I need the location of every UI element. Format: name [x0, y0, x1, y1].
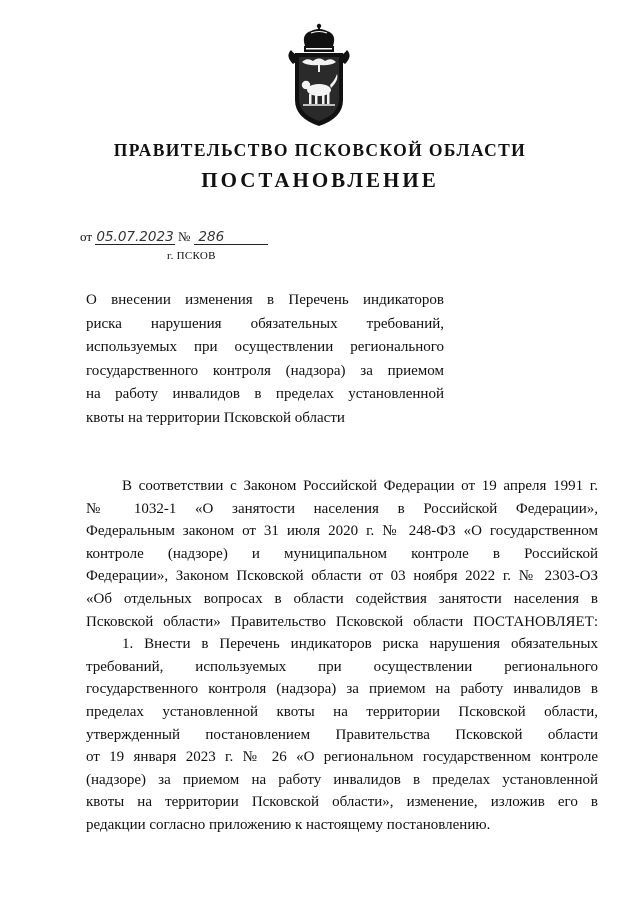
body-line: «Об отдельных вопросах в области содействия занятости населения в	[86, 590, 598, 607]
subject-line: государственного контроля (надзора) за приемом	[86, 362, 444, 379]
document-date: 05.07.2023	[96, 229, 174, 245]
number-label: №	[178, 229, 191, 244]
city-label: г. ПСКОВ	[167, 250, 216, 262]
crown-icon	[304, 24, 334, 52]
body-line: Федеральным законом от 31 июля 2020 г. № 248-ФЗ «О государственном	[86, 523, 598, 540]
document-body	[86, 475, 598, 837]
subject-line: риска нарушения обязательных требований,	[86, 315, 444, 332]
body-line: редакции согласно приложению к настоящему постановлению.	[86, 816, 491, 833]
body-line: (надзоре) за приемом на работу инвалидов в пределах установленной	[86, 771, 598, 788]
document-subject	[86, 289, 444, 430]
body-line: требований, используемых при осуществлении регионального	[86, 658, 598, 675]
body-line: контроле (надзоре) и муниципальном контроле в Российской	[86, 545, 598, 562]
date-prefix: от	[80, 229, 93, 244]
date-number-line	[80, 229, 268, 245]
coat-of-arms-emblem	[285, 22, 353, 130]
body-line: квоты на территории Псковской области», изменение, изложив его в	[86, 794, 598, 811]
subject-line: на работу инвалидов в пределах установленной	[86, 386, 444, 402]
organization-title: ПРАВИТЕЛЬСТВО ПСКОВСКОЙ ОБЛАСТИ	[113, 140, 527, 160]
body-line: государственного контроля (надзора) за приемом на работу инвалидов в	[86, 681, 598, 698]
body-line: № 1032-1 «О занятости населения в Российской Федерации»,	[86, 500, 598, 517]
document-type-title: ПОСТАНОВЛЕНИЕ	[201, 168, 439, 192]
body-line: пределах установленной квоты на территории Псковской области,	[86, 703, 598, 720]
preamble-paragraph	[86, 475, 598, 633]
subject-line: используемых при осуществлении регионального	[86, 339, 444, 355]
body-line: утвержденный постановлением Правительства Псковской области	[86, 726, 598, 743]
clause-1-paragraph	[86, 633, 598, 836]
subject-line: О внесении изменения в Перечень индикаторов	[86, 292, 444, 308]
body-line: Федерации», Законом Псковской области от 03 ноября 2022 г. № 2303-ОЗ	[86, 568, 598, 585]
body-line: Псковской области» Правительство Псковской области ПОСТАНОВЛЯЕТ:	[86, 613, 598, 630]
body-line: 1. Внести в Перечень индикаторов риска нарушения обязательных	[122, 636, 598, 653]
subject-line: квоты на территории Псковской области	[86, 409, 345, 426]
body-line: от 19 января 2023 г. № 26 «О региональном государственном контроле	[86, 749, 598, 766]
body-line: В соответствии с Законом Российской Федерации от 19 апреля 1991 г.	[122, 478, 598, 494]
document-number: 286	[194, 230, 268, 245]
